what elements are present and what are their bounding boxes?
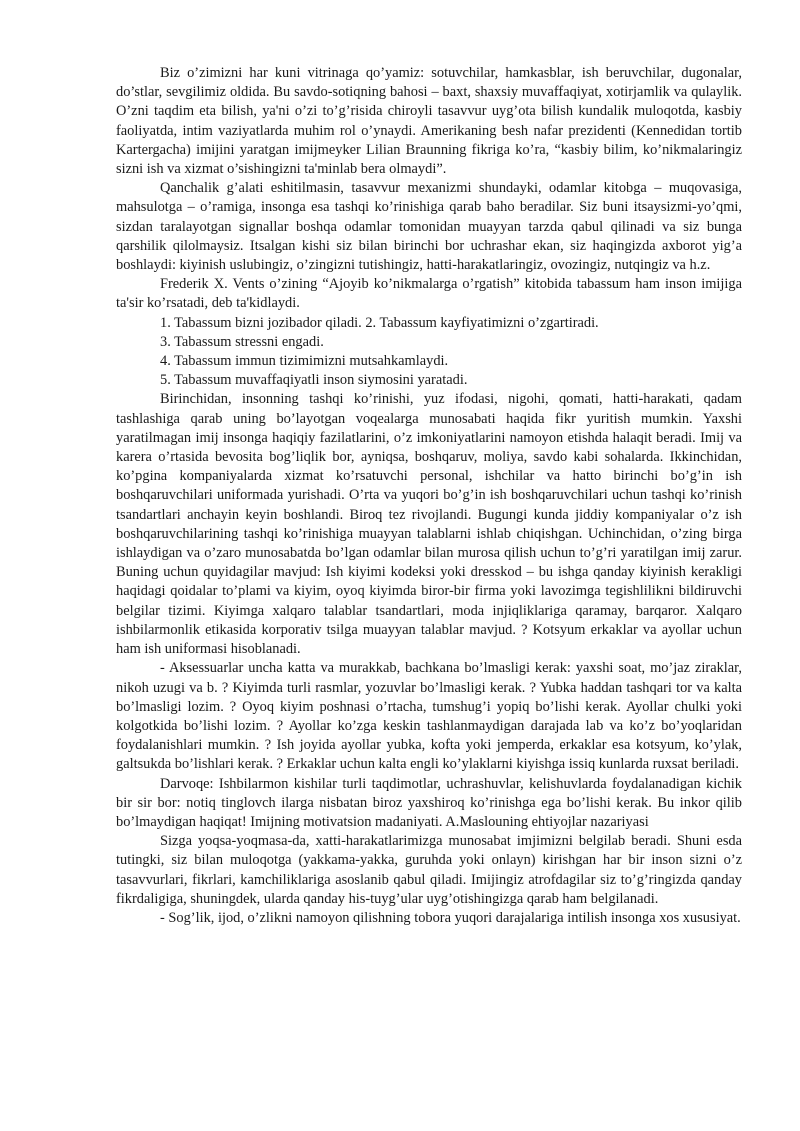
paragraph-self-actualization: - Sog’lik, ijod, o’zlikni namoyon qilishning tobora yuqori darajalariga intilish insonga xos xususiyat. [160,909,741,926]
paragraph-accessories: - Aksessuarlar uncha katta va murakkab, bachkana bo’lmasligi kerak: yaxshi soat, mo’jaz ziraklar, nikoh uzugi va b. ? Kiyimda turli rasmlar, yozuvlar bo’lmasligi kerak. ? Yubka haddan tashqari tor va kalta bo’lmasligi lozim. ? Oyoq kiyim poshnasi o’rtacha, tumshug’i yopiq bo’lishi kerak. Ayollar chulki yoki kolgotkida bo’lishi lozim. ? Ayollar ko’zga keskin tashlanmaydigan darajada lab va ko’z bo’yoqlaridan foydalanishlari mumkin. ? Ish joyida ayollar yubka, kofta yoki jemperda, erkaklar esa kotsyum, ko’ylak, galtsukda bo’lishlari kerak. ? Erkaklar uchun kalta engli ko’ylaklarni kiyishga issiq kunlarda ruxsat beriladi. [116,660,742,773]
paragraph-speaker-secret: Darvoqe: Ishbilarmon kishilar turli taqdimotlar, uchrashuvlar, kelishuvlarda foydalanadigan kichik bir sir bor: notiq tinglovch ilarga nisbatan biroz yaxshiroq ko’rinishga ega bo’lishi kerak. Bu inkor qilib bo’lmaydigan haqiqat! Imijning motivatsion madaniyati. A.Maslouning ehtiyojlar nazariyasi [116,775,742,830]
list-item-smile-3: 3. Tabassum stressni engadi. [160,333,324,350]
list-item-smile-4: 4. Tabassum immun tizimimizni mutsahkamlaydi. [160,353,449,370]
list-item-smile-5: 5. Tabassum muvaffaqiyatli inson siymosini yaratadi. [160,372,468,389]
list-item-smile-1-2: 1. Tabassum bizni jozibador qiladi. 2. Tabassum kayfiyatimizni o’zgartiradi. [160,314,599,331]
paragraph-self-presentation: Biz o’zimizni har kuni vitrinaga qo’yamiz: sotuvchilar, hamkasblar, ish beruvchilar, dugonalar, do’stlar, sevgilimiz oldida. Bu savdo-sotiqning bahosi – baxt, shaxsiy muvaffaqiyat, xotirjamlik va qulaylik. O’zni taqdim eta bilish, ya'ni o’zi to’g’risida chiroyli tasavvur uyg’ota bilish kundalik muloqotda, kasbiy faoliyatda, intim vaziyatlarda muhim rol o’ynaydi. Amerikaning besh nafar prezidenti (Kennedidan tortib Kartergacha) imijini yaratgan imijmeyker Lilian Braunning fikriga ko’ra, “kasbiy bilim, ko’nikmalaringiz sizni ish va xizmat o’sishingizni ta'minlab bera olmaydi”. [116,65,742,178]
paragraph-appearance-career: Birinchidan, insonning tashqi ko’rinishi, yuz ifodasi, nigohi, qomati, hatti-harakati, qadam tashlashiga qarab uning bo’layotgan voqealarga munosabati haqida fikr yuritish mumkin. Yaxshi yaratilmagan imij insonga haqiqiy fazilatlarini, o’z imkoniyatlarini namoyon etishda halaqit beradi. Imij va karera o’rtasida bevosita bog’liqlik bor, ayniqsa, boshqaruv, moliya, savdo kabi sohalarda. Ikkinchidan, ko’pgina kompaniyalarda xizmat ko’rsatuvchi personal, ishchilar va hatto birinchi bo’g’in ish boshqaruvchilari uniformada yurishadi. O’rta va yuqori bo’g’in ish boshqaruvchilari uchun tashqi ko’rinish tsandartlari anchayin keyin boshlandi. Biroq tez rivojlandi. Bugungi kunda jiddiy kompaniyalar o’z ish boshqaruvchilarining tashqi ko’rinishiga muayyan talablarni ishlab chiqishgan. Uchinchidan, o’zing birga ishlaydigan va o’zaro munosabatda bo’lgan odamlar bilan murosa qilish uchun to’g’ri yaratilgan imij zarur. Buning uchun quyidagilar mavjud: Ish kiyimi kodeksi yoki dresskod – bu ishga qanday kiyinish kerakligi haqidagi qoidalar to’plami va kiyim, oyoq kiyimda biror-bir firma yoki lavozimga tegishlilikni bildiruvchi belgilar tizimi. Kiyimga xalqaro talablar tsandartlari, moda injiqliklariga qaramay, barqaror. Xalqaro ishbilarmonlik etikasida korporativ tsilga muayyan talablar mavjud. ? Kotsyum erkaklar va ayollar uchun ham ish uniformasi hisoblanadi. [116,391,742,658]
document-page [116,64,742,928]
paragraph-behavior-image: Sizga yoqsa-yoqmasa-da, xatti-harakatlarimizga munosabat imjimizni belgilab beradi. Shuni esda tutingki, siz bilan muloqotga (yakkama-yakka, guruhda yoki onlayn) kirishgan har bir inson sizni o’z tasavvurlari, fikrlari, kamchiliklariga asoslanib qabul qiladi. Imijingiz atrofdagilar siz to’g’ringizda qanday fikrdaligiga, shuningdek, ularda qanday his-tuyg’ular uyg’otishingizga qarab ham belgilanadi. [116,833,742,907]
paragraph-perception-mechanism: Qanchalik g’alati eshitilmasin, tasavvur mexanizmi shundayki, odamlar kitobga – muqovasiga, mahsulotga – o’ramiga, insonga esa tashqi ko’rinishiga qarab baho beradilar. Siz buni itsaysizmi-yo’qmi, sizdan taralayotgan signallar boshqa odamlar tomonidan muayyan tarzda qabul qilinadi va siz bunga qarshilik qilolmaysiz. Itsalgan kishi siz bilan birinchi bor uchrashar ekan, siz haqingizda axborot yig’a boshlaydi: kiyinish uslubingiz, o’zingizni tutishingiz, hatti-harakatlaringiz, ovozingiz, nutqingiz va h.z. [116,180,742,274]
paragraph-smile-intro: Frederik X. Vents o’zining “Ajoyib ko’nikmalarga o’rgatish” kitobida tabassum ham inson imijiga ta'sir ko’rsatadi, deb ta'kidlaydi. [116,276,742,312]
